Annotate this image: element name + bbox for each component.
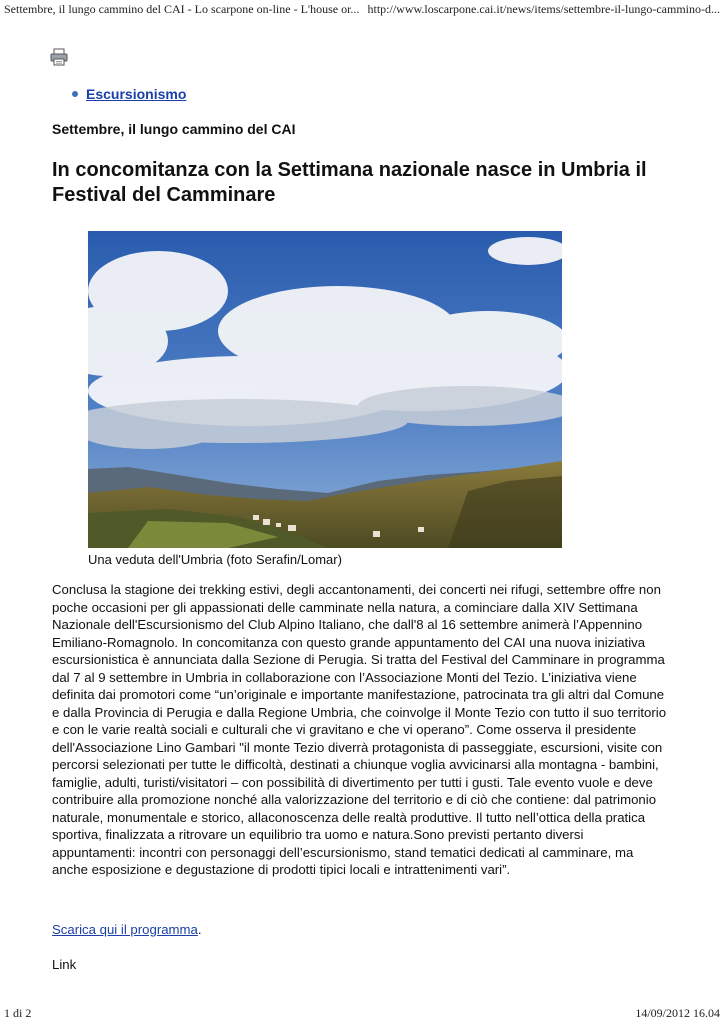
image-caption: Una veduta dell'Umbria (foto Serafin/Lomar) (88, 552, 342, 567)
print-header (4, 2, 720, 18)
download-suffix: . (197, 922, 202, 937)
category-link[interactable]: Escursionismo (86, 86, 187, 102)
print-page-title: Settembre, il lungo cammino del CAI - Lo scarpone on-line - L'house or... (4, 2, 360, 16)
download-program-link[interactable]: Scarica qui il programma (52, 922, 198, 937)
bullet-icon (72, 91, 78, 97)
page-number: 1 di 2 (4, 1006, 32, 1020)
category-list (72, 86, 186, 102)
article-headline: In concomitanza con la Settimana nazionale nasce in Umbria il Festival del Camminare (52, 159, 647, 206)
print-datetime: 14/09/2012 16.04 (635, 1006, 720, 1020)
article-body: Conclusa la stagione dei trekking estivi, degli accantonamenti, dei concerti nei rifugi, settembre offre non poche occasioni per gli appassionati delle camminate nella natura, a cominciare dalla XIV Settimana Nazionale dell'Escursionismo del Club Alpino Italiano, che dall'8 al 16 settembre animerà l’Appennino Emiliano-Romagnolo. In concomitanza con questo grande appuntamento del CAI una nuova iniziativa escursionistica è annunciata dalla Sezione di Perugia. Si tratta del Festival del Camminare in programma dal 7 al 9 settembre in Umbria in collaborazione con l’Associazione Monti del Tezio. L’iniziativa viene definita dai promotori come “un’originale e importante manifestazione, patrocinata tra gli altri dal Comune e dalla Provincia di Perugia e dalla Regione Umbria, che coinvolge il Monte Tezio con tutto il suo territorio e con le varie realtà sociali e culturali che vi gravitano e che vi operano”. Come osserva il presidente dell'Associazione Lino Gambari "il monte Tezio diverrà protagonista di passeggiate, escursioni, visite con percorsi selezionati per tutte le difficoltà, destinati a chiunque voglia avvicinarsi alla montagna - bambini, famiglie, adulti, turisti/visitatori – con possibilità di divertimento per tutti i gusti. Tale evento vuole e deve contribuire alla promozione nonché alla valorizzazione del territorio e di ciò che contiene: dal patrimonio naturale, monumentale e storico, allaconoscenza delle realtà produttive. Il tutto nell’ottica della pratica sportiva, finalizzata a ritrovare un equilibrio tra uomo e natura.Sono previsti pertanto diversi appuntamenti: incontri con personaggi dell’escursionismo, stand tematici dedicati al camminare, ma anche esposizione e degustazione di prodotti tipici locali e intrattenimenti vari”. (52, 582, 667, 877)
print-url: http://www.loscarpone.cai.it/news/items/settembre-il-lungo-cammino-d... (367, 2, 720, 16)
article-photo (88, 231, 562, 548)
link-label: Link (52, 957, 77, 972)
print-footer (4, 1006, 720, 1022)
article-subtitle: Settembre, il lungo cammino del CAI (52, 121, 296, 137)
download-paragraph (52, 922, 202, 937)
category-item (72, 86, 186, 102)
printer-icon[interactable] (50, 48, 68, 66)
